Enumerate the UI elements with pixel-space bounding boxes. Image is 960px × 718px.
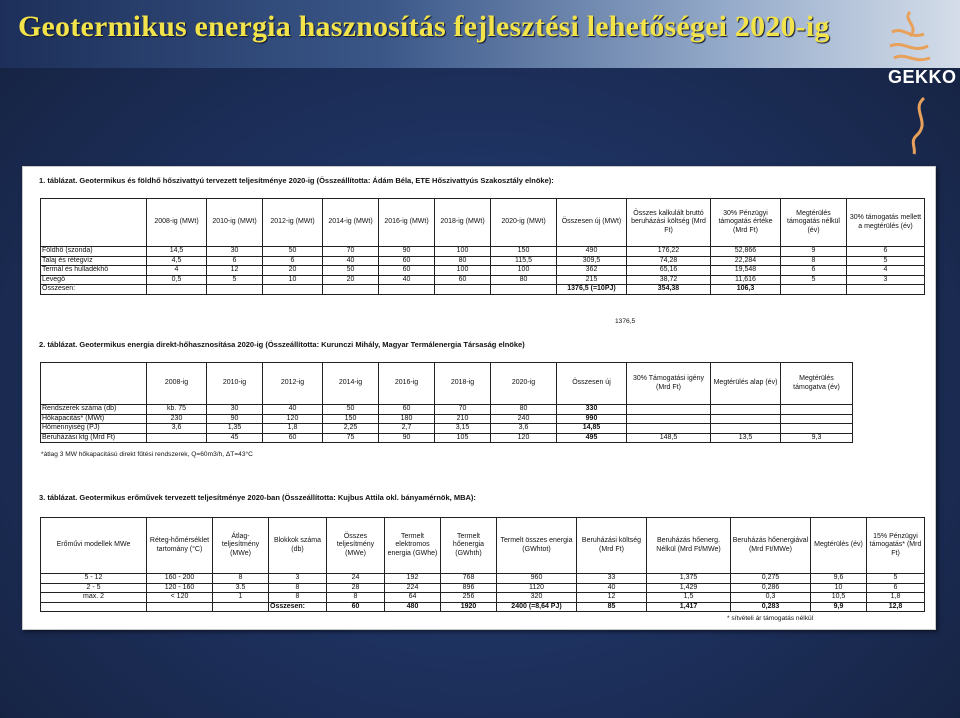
table-header: 30% Támogatási igény (Mrd Ft) — [627, 363, 711, 405]
table-cell: 5 — [207, 275, 263, 285]
table-cell: 1 — [213, 593, 269, 603]
table-cell: 5 — [781, 275, 847, 285]
table-cell: < 120 — [147, 593, 213, 603]
table-row — [41, 275, 925, 285]
table3-header-row — [41, 518, 925, 574]
table-cell — [781, 414, 853, 424]
table-cell: max. 2 — [41, 593, 147, 603]
table-cell: 50 — [323, 266, 379, 276]
table-cell — [781, 424, 853, 434]
table-cell: 24 — [327, 574, 385, 584]
table-cell: 9,6 — [811, 574, 867, 584]
table-row — [41, 424, 853, 434]
table-cell: 1,35 — [207, 424, 263, 434]
table-cell: 12,8 — [867, 602, 925, 612]
table2-header-row — [41, 363, 853, 405]
table-cell: Rendszerek száma (db) — [41, 405, 147, 415]
table-cell: 4 — [147, 266, 207, 276]
table-cell: 0,286 — [731, 583, 811, 593]
table-header: 2020-ig (MWt) — [491, 199, 557, 247]
table-cell: 106,3 — [711, 285, 781, 295]
wave-swirl-logo-icon — [880, 6, 960, 176]
table1-caption: 1. táblázat. Geotermikus és földhő hőszivattyú tervezett teljesítménye 2020-ig (Összeállította: Ádám Béla, ETE Hőszivattyús Szakosztály elnöke): — [39, 176, 554, 185]
table-cell: 768 — [441, 574, 497, 584]
table-cell: 9 — [781, 247, 847, 257]
table-cell: 40 — [263, 405, 323, 415]
table-cell — [847, 285, 925, 295]
table-cell: 1120 — [497, 583, 577, 593]
table-cell: 105 — [435, 433, 491, 443]
table-cell: 362 — [557, 266, 627, 276]
table-cell: 2 - 5 — [41, 583, 147, 593]
table-cell: 176,22 — [627, 247, 711, 257]
table-cell: 40 — [379, 275, 435, 285]
table-cell: Termál és hulladékhő — [41, 266, 147, 276]
table-cell: 5 - 12 — [41, 574, 147, 584]
table-header: Blokkok száma (db) — [269, 518, 327, 574]
table-header: Összesen új (MWt) — [557, 199, 627, 247]
table-cell — [781, 285, 847, 295]
table-cell: 990 — [557, 414, 627, 424]
table-header: 2014-ig — [323, 363, 379, 405]
table-cell: 64 — [385, 593, 441, 603]
table-cell — [213, 602, 269, 612]
table-cell: 3 — [847, 275, 925, 285]
table-cell: 3,6 — [491, 424, 557, 434]
table-cell — [627, 405, 711, 415]
table-header: Megtérülés (év) — [811, 518, 867, 574]
table-cell: 8 — [213, 574, 269, 584]
table-header: 30% támogatás mellett a megtérülés (év) — [847, 199, 925, 247]
table-header: Termelt elektromos energia (GWhe) — [385, 518, 441, 574]
table1-note: 1376,5 — [615, 318, 636, 325]
table-row — [41, 405, 853, 415]
table-cell: 60 — [435, 275, 491, 285]
table-header: Összes teljesítmény (MWe) — [327, 518, 385, 574]
table-cell: 3 — [269, 574, 327, 584]
table-cell: 1,8 — [263, 424, 323, 434]
table-cell: 80 — [435, 256, 491, 266]
table-cell: 14,5 — [147, 247, 207, 257]
table-cell: 33 — [577, 574, 647, 584]
table-cell: 90 — [207, 414, 263, 424]
table-cell: kb. 75 — [147, 405, 207, 415]
table-row — [41, 433, 853, 443]
table-cell: 354,38 — [627, 285, 711, 295]
table-header: 2018-ig — [435, 363, 491, 405]
table-cell: 148,5 — [627, 433, 711, 443]
title-bar — [0, 0, 960, 68]
table-header: Termelt hőenergia (GWhth) — [441, 518, 497, 574]
table-cell: Összesen: — [41, 285, 147, 295]
table-cell: 192 — [385, 574, 441, 584]
table-cell — [323, 285, 379, 295]
table-cell: 2,7 — [379, 424, 435, 434]
table-cell: 2,25 — [323, 424, 379, 434]
table-header: 15% Pénzügyi támogatás* (Mrd Ft) — [867, 518, 925, 574]
table3-total-row — [41, 602, 925, 612]
table-cell: 30 — [207, 247, 263, 257]
table-cell: 3.5 — [213, 583, 269, 593]
table-row — [41, 583, 925, 593]
table3-footnote: * sítvételi ár támogatás nélkül — [727, 615, 814, 622]
table-cell: 0,275 — [731, 574, 811, 584]
table-cell — [41, 602, 147, 612]
table-cell: 3,15 — [435, 424, 491, 434]
table-cell: 60 — [379, 405, 435, 415]
table-header: Összesen új — [557, 363, 627, 405]
table-cell: 20 — [263, 266, 323, 276]
table-cell: 20 — [323, 275, 379, 285]
table-cell: 960 — [497, 574, 577, 584]
table-cell: 1920 — [441, 602, 497, 612]
table-cell: 80 — [491, 275, 557, 285]
table-cell: 215 — [557, 275, 627, 285]
table1 — [40, 198, 925, 295]
table-cell: 6 — [847, 247, 925, 257]
table-header: 30% Pénzügyi támogatás értéke (Mrd Ft) — [711, 199, 781, 247]
table-cell: 5 — [867, 574, 925, 584]
table-cell: 0,5 — [147, 275, 207, 285]
table-cell: 40 — [323, 256, 379, 266]
table-cell: 60 — [263, 433, 323, 443]
table-cell: 6 — [207, 256, 263, 266]
table-cell: 10,5 — [811, 593, 867, 603]
table-cell: 120 - 160 — [147, 583, 213, 593]
table-cell: Összesen: — [269, 602, 327, 612]
table1-total-row — [41, 285, 925, 295]
table-header: Beruházási költség (Mrd Ft) — [577, 518, 647, 574]
table-cell: 70 — [323, 247, 379, 257]
table-cell: 12 — [577, 593, 647, 603]
table-cell: 120 — [491, 433, 557, 443]
table-header: Réteg-hőmérséklet tartomány (°C) — [147, 518, 213, 574]
table-header: Termelt összes energia (GWhtot) — [497, 518, 577, 574]
table-cell — [781, 405, 853, 415]
table-cell: 6 — [781, 266, 847, 276]
table-cell: 10 — [263, 275, 323, 285]
table-cell — [711, 424, 781, 434]
table-cell: 0,283 — [731, 602, 811, 612]
table-header: 2016-ig — [379, 363, 435, 405]
table-cell: 896 — [441, 583, 497, 593]
table-cell: 6 — [867, 583, 925, 593]
table-cell — [435, 285, 491, 295]
table-cell: 1376,5 (=10PJ) — [557, 285, 627, 295]
table-cell: 19,548 — [711, 266, 781, 276]
table-cell: 70 — [435, 405, 491, 415]
table-cell — [379, 285, 435, 295]
table-header: Átlag-teljesítmény (MWe) — [213, 518, 269, 574]
table-cell — [147, 602, 213, 612]
table-cell: 1,8 — [867, 593, 925, 603]
table-cell: 80 — [491, 405, 557, 415]
table-cell: 1,417 — [647, 602, 731, 612]
table-header — [41, 199, 147, 247]
table-cell: 3,6 — [147, 424, 207, 434]
table-header — [41, 363, 147, 405]
table1-header-row — [41, 199, 925, 247]
table-cell: 10 — [811, 583, 867, 593]
table-cell: 5 — [847, 256, 925, 266]
table-cell: 100 — [435, 266, 491, 276]
table-cell: 240 — [491, 414, 557, 424]
table-cell: 1,5 — [647, 593, 731, 603]
table-cell: 230 — [147, 414, 207, 424]
table-cell: 120 — [263, 414, 323, 424]
table-cell — [207, 285, 263, 295]
table3 — [40, 517, 925, 612]
table-header: 2018-ig (MWt) — [435, 199, 491, 247]
table-cell: 150 — [323, 414, 379, 424]
table-cell: 330 — [557, 405, 627, 415]
table-cell: Beruházási ktg (Mrd Ft) — [41, 433, 147, 443]
table-cell: 85 — [577, 602, 647, 612]
table-cell — [711, 414, 781, 424]
table-cell: 90 — [379, 433, 435, 443]
table-cell: 50 — [323, 405, 379, 415]
table-cell: 28 — [327, 583, 385, 593]
table-cell: 0,3 — [731, 593, 811, 603]
table-cell: 22,284 — [711, 256, 781, 266]
table-cell: 75 — [323, 433, 379, 443]
table-cell: 8 — [269, 583, 327, 593]
table-cell: 52,866 — [711, 247, 781, 257]
table-cell: 30 — [207, 405, 263, 415]
table-cell: 60 — [327, 602, 385, 612]
table-cell: 180 — [379, 414, 435, 424]
table-row — [41, 574, 925, 584]
table-cell — [147, 285, 207, 295]
table-header: 2010-ig (MWt) — [207, 199, 263, 247]
table-cell: 60 — [379, 256, 435, 266]
table-header: 2010-ig — [207, 363, 263, 405]
table-cell: 60 — [379, 266, 435, 276]
table-cell: 14,85 — [557, 424, 627, 434]
table-cell: 13,5 — [711, 433, 781, 443]
table-cell — [491, 285, 557, 295]
table-cell: 115,5 — [491, 256, 557, 266]
table-cell: 40 — [577, 583, 647, 593]
table-cell — [147, 433, 207, 443]
table-header: Erőművi modellek MWe — [41, 518, 147, 574]
table-cell: Talaj és rétegvíz — [41, 256, 147, 266]
table-header: Megtérülés alap (év) — [711, 363, 781, 405]
table-header: 2014-ig (MWt) — [323, 199, 379, 247]
table-cell: 256 — [441, 593, 497, 603]
table-cell: 11,616 — [711, 275, 781, 285]
table-cell: 150 — [491, 247, 557, 257]
table-cell: 8 — [269, 593, 327, 603]
table-cell: 2400 (=8,64 PJ) — [497, 602, 577, 612]
table-cell: 320 — [497, 593, 577, 603]
table-cell: 9,9 — [811, 602, 867, 612]
table-row — [41, 414, 853, 424]
table-cell: 100 — [435, 247, 491, 257]
slide-title: Geotermikus energia hasznosítás fejlesztési lehetőségei 2020-ig — [18, 10, 830, 43]
table-header: 2012-ig — [263, 363, 323, 405]
table2-footnote: *átlag 3 MW hőkapacitású direkt fűtési rendszerek, Q=60m3/h, ΔT=43°C — [41, 451, 253, 458]
table-header: 2016-ig (MWt) — [379, 199, 435, 247]
table-cell: 4 — [847, 266, 925, 276]
table-cell: 1,375 — [647, 574, 731, 584]
table-cell: 160 - 200 — [147, 574, 213, 584]
table3-caption: 3. táblázat. Geotermikus erőművek tervezett teljesítménye 2020-ban (Összeállította: Kujbus Attila okl. bányamérnök, MBA): — [39, 493, 476, 502]
table-header: 2008-ig (MWt) — [147, 199, 207, 247]
table-cell: 12 — [207, 266, 263, 276]
table-header: 2020-ig — [491, 363, 557, 405]
table-cell: 309,5 — [557, 256, 627, 266]
table-cell: 100 — [491, 266, 557, 276]
table-cell: 480 — [385, 602, 441, 612]
table-cell: 490 — [557, 247, 627, 257]
table2 — [40, 362, 853, 443]
table2-caption: 2. táblázat. Geotermikus energia direkt-hőhasznosítása 2020-ig (Összeállította: Kurunczi Mihály, Magyar Termálenergia Társaság elnöke) — [39, 340, 525, 349]
table-cell — [627, 414, 711, 424]
table-header: Beruházás hőenerg. Nélkül (Mrd Ft/MWe) — [647, 518, 731, 574]
table-row — [41, 256, 925, 266]
table-header: Megtérülés támogatva (év) — [781, 363, 853, 405]
table-cell: 90 — [379, 247, 435, 257]
table-row — [41, 247, 925, 257]
table-row — [41, 593, 925, 603]
table-cell: 74,28 — [627, 256, 711, 266]
table-row — [41, 266, 925, 276]
table-cell: Levegő — [41, 275, 147, 285]
table-cell: Hőkapacitás* (MWt) — [41, 414, 147, 424]
table-cell: 6 — [263, 256, 323, 266]
table-cell: 9,3 — [781, 433, 853, 443]
logo-text: GEKKO — [888, 67, 957, 87]
table-cell — [263, 285, 323, 295]
table-header: Összes kalkulált bruttó beruházási költség (Mrd Ft) — [627, 199, 711, 247]
table-cell: 4,5 — [147, 256, 207, 266]
table-cell: 8 — [781, 256, 847, 266]
table-header: Beruházás hőenergiával (Mrd Ft/MWe) — [731, 518, 811, 574]
table-cell: 1,429 — [647, 583, 731, 593]
table-header: 2008-ig — [147, 363, 207, 405]
table-cell: 50 — [263, 247, 323, 257]
table-header: 2012-ig (MWt) — [263, 199, 323, 247]
table-cell: 38,72 — [627, 275, 711, 285]
table-cell: Földhő (szonda) — [41, 247, 147, 257]
table-cell: 45 — [207, 433, 263, 443]
table-cell: 495 — [557, 433, 627, 443]
table-header: Megtérülés támogatás nélkül (év) — [781, 199, 847, 247]
table-cell — [627, 424, 711, 434]
table-cell: 224 — [385, 583, 441, 593]
table-cell: 65,16 — [627, 266, 711, 276]
table-cell — [711, 405, 781, 415]
table-cell: 8 — [327, 593, 385, 603]
table-cell: Hőmennyiség (PJ) — [41, 424, 147, 434]
document-page — [22, 166, 936, 630]
table-cell: 210 — [435, 414, 491, 424]
